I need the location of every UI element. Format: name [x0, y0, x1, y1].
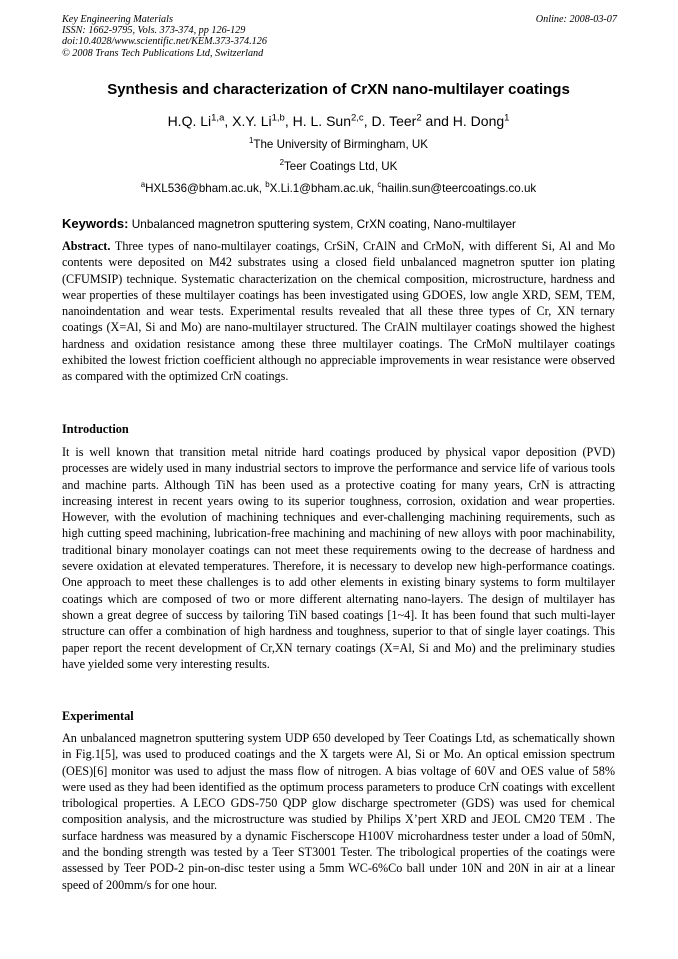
journal-issn: ISSN: 1662-9795, Vols. 373-374, pp 126-129 — [62, 25, 246, 37]
email-link[interactable]: HXL536@bham.ac.uk, — [145, 182, 262, 195]
section-heading-experimental: Experimental — [62, 709, 134, 723]
affiliation: $^1$The University of Birmingham, UK — [249, 136, 428, 151]
email-link[interactable]: hailin.sun@teercoatings.co.uk — [381, 182, 537, 195]
keywords-text: Unbalanced magnetron sputtering system, CrXN coating, Nano-multilayer — [131, 217, 516, 231]
introduction-text: It is well known that transition metal nitride hard coatings produced by physical vapor deposition (PVD) processes are widely used in many industrial sectors to improve the performance and service life of various tools and machine parts. Although TiN has been used as a protective coating for many years, CrN is attracting increasing interest in recent years owing to its superior toughness, corrosion, oxidation and wear properties. However, with the evolution of machining techniques and ever-challenging machining requirements, such as high cutting speed machining, lubrication-free machining and machining of new alloys with poor machinability, traditional binary monolayer coatings can not meet these requirements owing to the decrease of hardness and severe oxidation at elevated temperatures. Therefore, it is necessary to develop new high-performance coatings. One approach to meet these challenges is to add other elements in existing binary systems to form multilayer coatings which are composed of two or more different alternating nano-layers. The design of multilayer has shown a great degree of success by tailoring TiN based coatings [1~4]. It has been found that such multi-layer structure can offer a combination of high hardness and toughness, superior to that of single layer coatings. This paper report the recent development of Cr,XN ternary coatings (X=Al, Si and Mo) and the preliminary studies have yielded some very interesting results. — [62, 445, 615, 671]
affiliation: $^2$Teer Coatings Ltd, UK — [279, 158, 398, 173]
journal-copyright: © 2008 Trans Tech Publications Ltd, Switzerland — [62, 47, 264, 59]
journal-name: Key Engineering Materials — [62, 14, 173, 25]
experimental-text: An unbalanced magnetron sputtering system UDP 650 developed by Teer Coatings Ltd, as schematically shown in Fig.1[5], was used to produced coatings and the X targets were Al, Si or Mo. An optical emission spectrum (OES)[6] monitor was used to adjust the mass flow of nitrogen. A bias voltage of 60V and OES value of 58% were used as they had been identified as the optimum process parameters to produce CrN coatings with excellent tribological properties. A LECO GDS-750 QDP glow discharge spectrometer (GDS) was used for chemical composition analysis, and the microstructure was studied by Philips X’pert XRD and JEOL CM20 TEM . The surface hardness was measured by a dynamic Fischerscope H100V microhardness tester under a load of 50mN, and the bonding strength was tested by a Teer ST3001 Tester. The tribological properties of the coatings were assessed by Teer POD-2 pin-on-disc tester using a 5mm WC-6%Co ball under 10N and 20N in air at a linear speed of 200mm/s for one hour. — [62, 731, 615, 892]
section-heading-introduction: Introduction — [62, 422, 129, 436]
author-conjunction: and — [425, 113, 449, 129]
author: X.Y. Li$^{1,b}$ — [232, 112, 285, 129]
author: D. Teer$^2$ — [371, 112, 422, 129]
abstract-text: Three types of nano-multilayer coatings, CrSiN, CrAlN and CrMoN, with different Si, Al and Mo contents were deposited on M42 substrates using a closed field unbalanced magnetron sputter ion plating (CFUMSIP) technique. Systematic characterization on the chemical composition, microstructure, hardness and wear properties of these multilayer coatings has been investigated using GDOES, low angle XRD, SEM, TEM, nanoindentation and wear tests. Experimental results revealed that all these three types of Cr, XN ternary coatings (X=Al, Si and Mo) are nano-multilayer structured. The CrAlN multilayer coatings showed the highest hardness and oxidation resistance among these three multilayer coatings. The CrMoN multilayer coatings exhibited the lowest friction coefficient although no appreciable improvements in wear resistance were observed as compared with the optimized CrN coatings. — [62, 239, 616, 384]
paper-title: Synthesis and characterization of CrXN nano-multilayer coatings — [107, 81, 570, 98]
email-link[interactable]: X.Li.1@bham.ac.uk, — [269, 182, 375, 195]
author: H.Q. Li$^{1,a}$ — [167, 112, 225, 129]
author-list: H.Q. Li$^{1,a}$, X.Y. Li$^{1,b}$, H. L. Sun$^{2,c}$, D. Teer$^2$ and H. Dong$^1$ — [167, 112, 510, 129]
keywords-label: Keywords: — [62, 216, 129, 231]
abstract-label: Abstract. — [62, 239, 111, 253]
keywords — [62, 216, 617, 231]
author: H. L. Sun$^{2,c}$ — [292, 112, 364, 129]
email-list: $^a$HXL536@bham.ac.uk, $^b$X.Li.1@bham.ac.uk, $^c$hailin.sun@teercoatings.co.uk — [140, 180, 537, 195]
author: H. Dong$^1$ — [452, 112, 510, 129]
journal-header — [62, 14, 617, 59]
online-date: Online: 2008-03-07 — [535, 14, 617, 25]
abstract — [62, 238, 615, 385]
journal-doi: doi:10.4028/www.scientific.net/KEM.373-374.126 — [62, 36, 267, 48]
